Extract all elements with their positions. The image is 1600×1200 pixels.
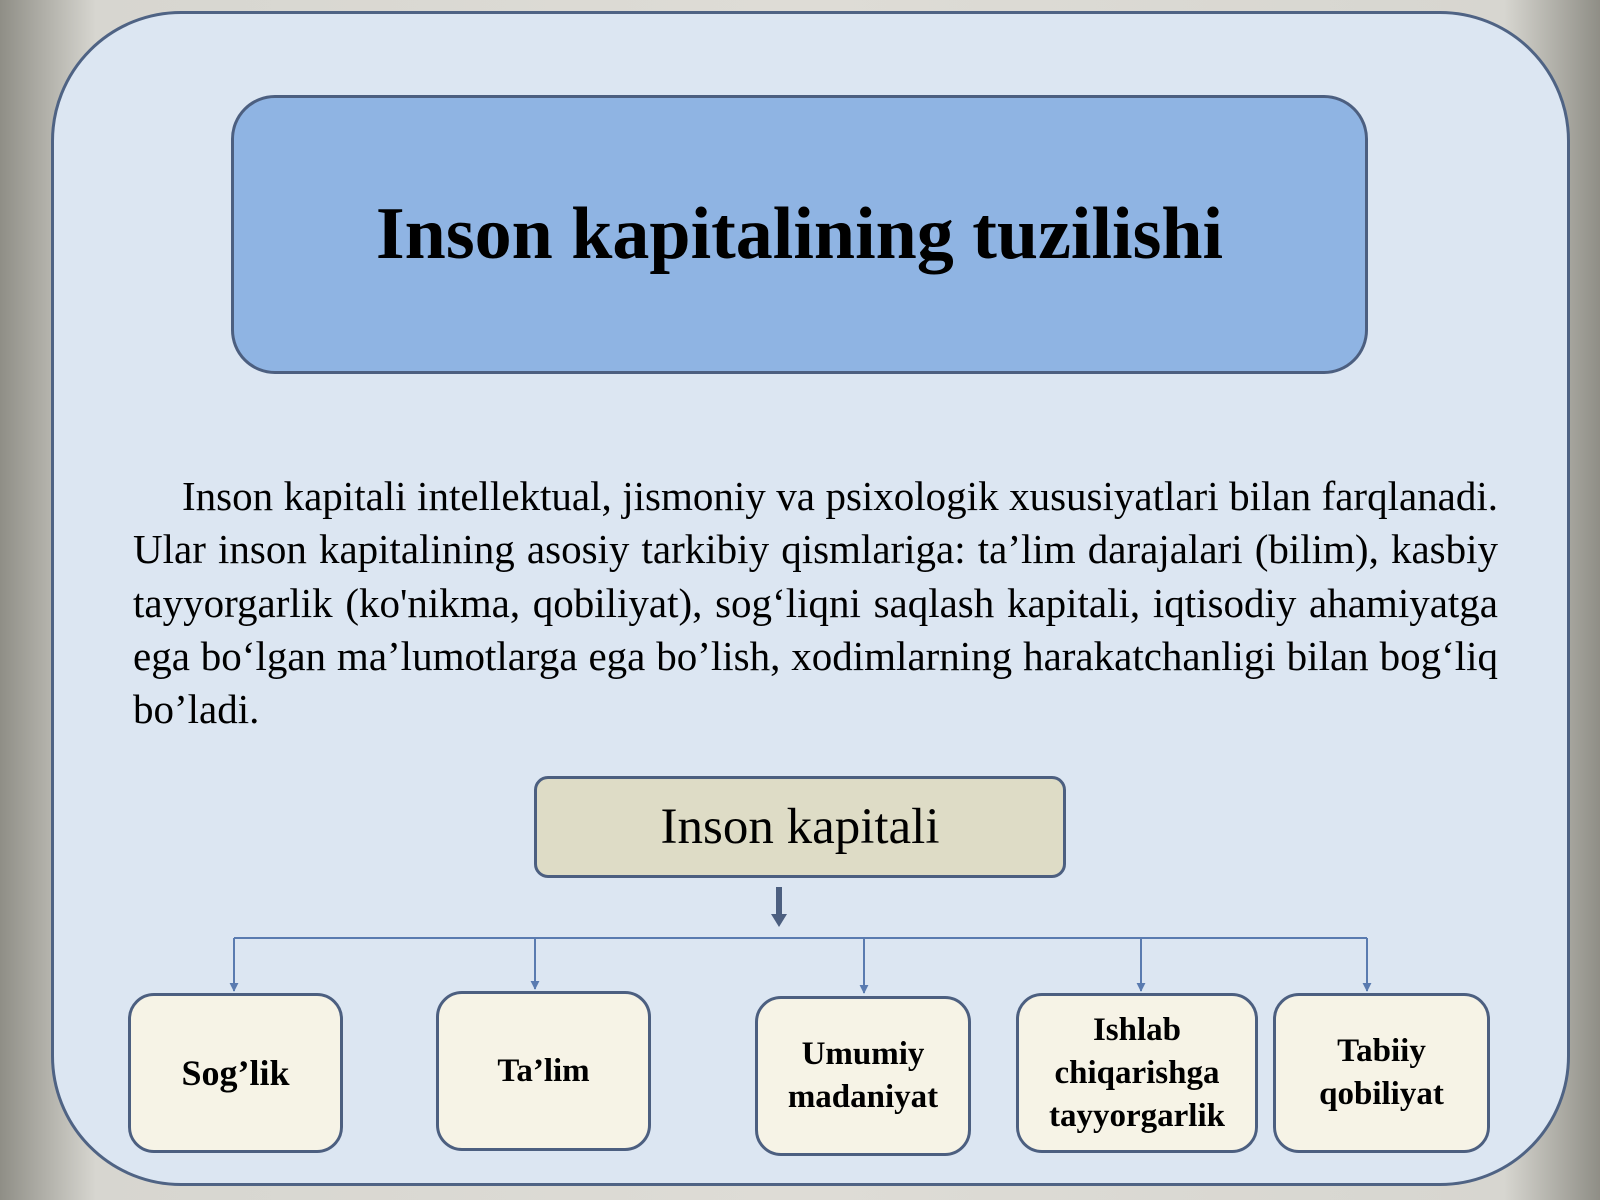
- child-node-label: Umumiy madaniyat: [787, 1036, 939, 1115]
- child-node-talim: [436, 991, 651, 1151]
- child-node-umumiy-madaniyat: [755, 996, 971, 1156]
- child-node-label: Sog’lik: [181, 1052, 290, 1093]
- child-node-soglik: [128, 993, 343, 1153]
- child-node-label: Ishlab chiqarishga tayyorgarlik: [1049, 1011, 1225, 1134]
- child-node-tabiiy-qobiliyat: [1273, 993, 1490, 1153]
- page-title: Inson kapitalining tuzilishi: [375, 193, 1224, 275]
- root-node-label: Inson kapitali: [660, 799, 940, 855]
- root-node: [534, 776, 1066, 878]
- child-node-label: Ta’lim: [497, 1052, 590, 1089]
- intro-paragraph: Inson kapitali intellektual, jismoniy va psixologik xususiyatlari bilan farqlanadi. Ular inson kapitalining asosiy tarkibiy qismlariga: ta’lim darajalari (bilim), kasbiy tayyorgarlik (ko'nikma, qobiliyat), sog‘liqni saqlash kapitali, iqtisodiy ahamiyatga ega bo‘lgan ma’lumotlarga ega bo’lish, xodimlarning harakatchanligi bilan bog‘liq bo’ladi.: [133, 473, 1498, 733]
- title-box: [231, 95, 1368, 374]
- child-node-ishlab-chiqarishga-tayyorgarlik: [1016, 993, 1258, 1153]
- child-node-label: Tabiiy qobiliyat: [1319, 1033, 1444, 1112]
